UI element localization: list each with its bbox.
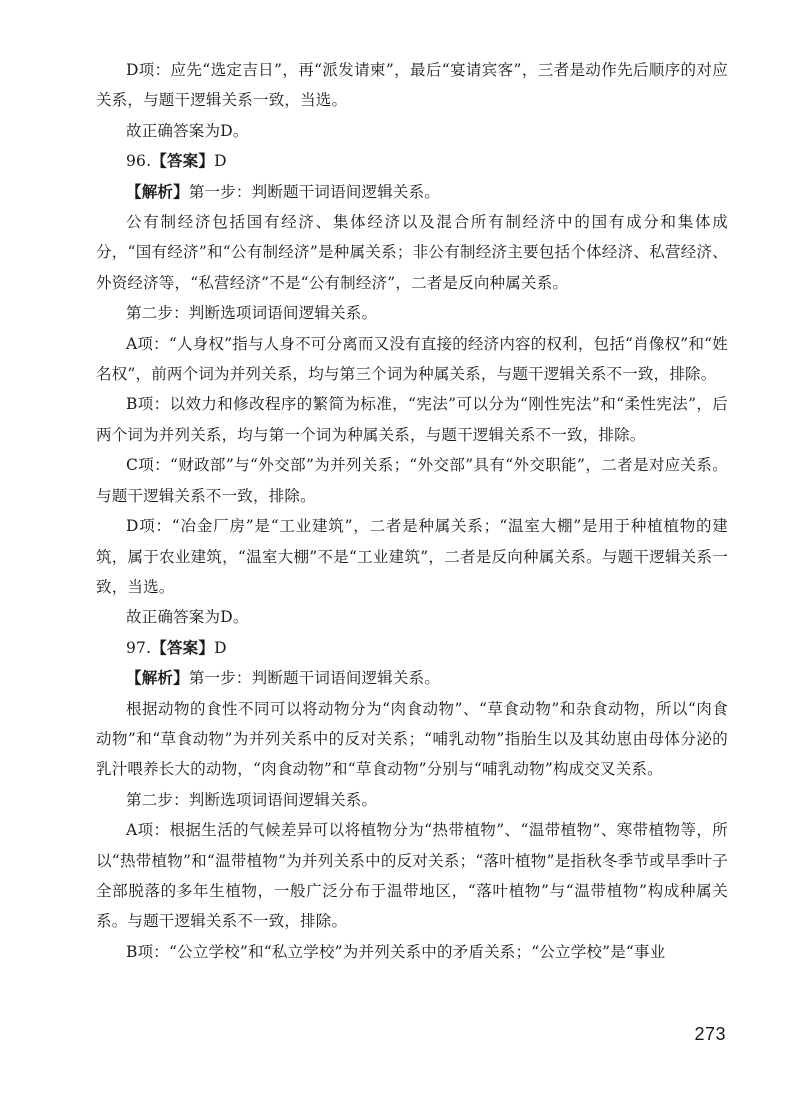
analysis-text: 第一步：判断题干词语间逻辑关系。: [188, 182, 441, 201]
answer-line-96: [96, 146, 728, 176]
analysis-label: 【解析】: [126, 669, 189, 688]
paragraph: 根据动物的食性不同可以将动物分为“肉食动物”、“草食动物”和杂食动物，所以“肉食动物”和“草食动物”为并列关系中的反对关系；“哺乳动物”指胎生以及其幼崽由母体分泌的乳汁喂养长大的动物，“肉食动物”和“草食动物”分别与“哺乳动物”构成交叉关系。: [96, 699, 728, 779]
paragraph: 第二步：判断选项词语间逻辑关系。: [126, 790, 378, 809]
paragraph: 故正确答案为D。: [126, 608, 249, 627]
answer-value: D: [214, 152, 227, 171]
paragraph: B项：以效力和修改程序的繁简为标准，“宪法”可以分为“刚性宪法”和“柔性宪法”，后两个词为并列关系，均与第一个词为种属关系，与题干逻辑关系不一致，排除。: [96, 395, 728, 444]
answer-label: 【答案】: [151, 638, 215, 657]
analysis-line-96: [96, 177, 728, 207]
analysis-text: 第一步：判断题干词语间逻辑关系。: [188, 669, 441, 688]
answer-label: 【答案】: [151, 152, 215, 171]
question-number: 97.: [126, 638, 152, 657]
paragraph: D项：“冶金厂房”是“工业建筑”，二者是种属关系；“温室大棚”是用于种植植物的建筑，属于农业建筑，“温室大棚”不是“工业建筑”，二者是反向种属关系。与题干逻辑关系一致，当选。: [96, 517, 728, 596]
analysis-label: 【解析】: [126, 182, 189, 201]
answer-line-97: [96, 633, 728, 663]
question-number: 96.: [126, 152, 152, 171]
paragraph: D项：应先“选定吉日”，再“派发请柬”，最后“宴请宾客”，三者是动作先后顺序的对应关系，与题干逻辑关系一致，当选。: [96, 61, 728, 110]
paragraph: A项：“人身权”指与人身不可分离而又没有直接的经济内容的权利，包括“肖像权”和“姓名权”，前两个词为并列关系，均与第三个词为种属关系，与题干逻辑关系不一致，排除。: [96, 334, 728, 384]
paragraph: 第二步：判断选项词语间逻辑关系。: [126, 304, 378, 323]
page-content: [96, 55, 728, 967]
paragraph: 公有制经济包括国有经济、集体经济以及混合所有制经济中的国有成分和集体成分，“国有经济”和“公有制经济”是种属关系；非公有制经济主要包括个体经济、私营经济、外资经济等，“私营经济”不是“公有制经济”，二者是反向种属关系。: [96, 213, 728, 292]
paragraph: C项：“财政部”与“外交部”为并列关系；“外交部”具有“外交职能”，二者是对应关系。与题干逻辑关系不一致，排除。: [96, 456, 728, 505]
paragraph: A项：根据生活的气候差异可以将植物分为“热带植物”、“温带植物”、寒带植物等，所以“热带植物”和“温带植物”为并列关系中的反对关系；“落叶植物”是指秋冬季节或旱季叶子全部脱落的多年生植物，一般广泛分布于温带地区，“落叶植物”与“温带植物”构成种属关系。与题干逻辑关系不一致，排除。: [96, 821, 728, 931]
analysis-line-97: [96, 663, 728, 693]
answer-value: D: [214, 638, 227, 657]
paragraph: B项：“公立学校”和“私立学校”为并列关系中的矛盾关系；“公立学校”是“事业: [126, 942, 666, 961]
paragraph: 故正确答案为D。: [126, 121, 249, 140]
page-number: 273: [694, 1024, 726, 1044]
